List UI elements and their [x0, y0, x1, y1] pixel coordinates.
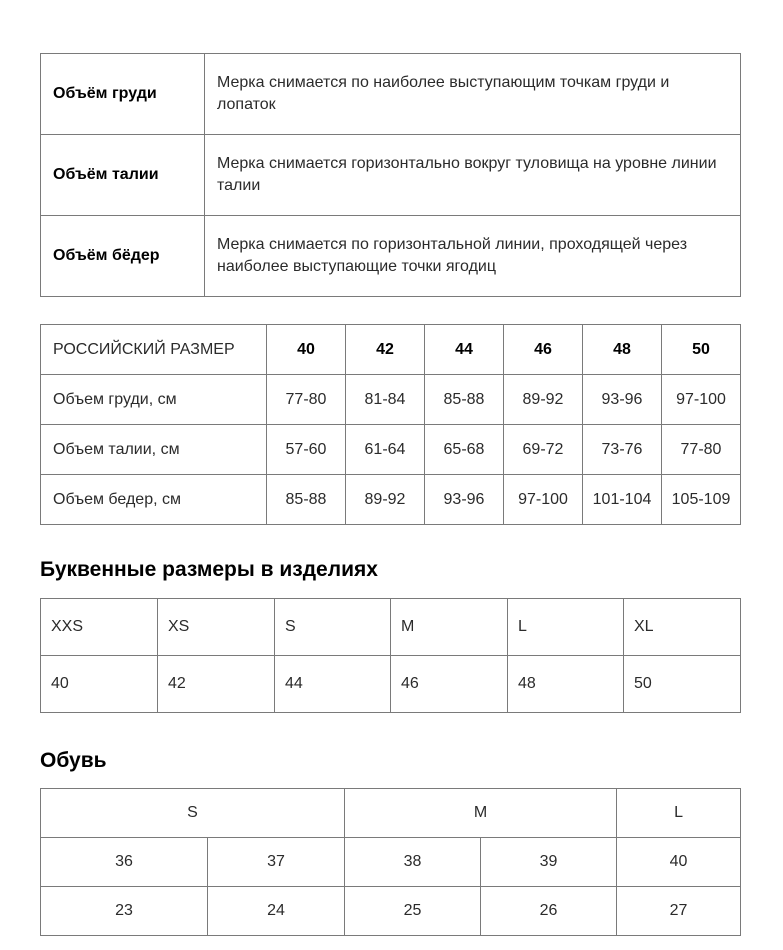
shoe-eu-size: 36	[41, 838, 208, 887]
row-label-waist: Объем талии, см	[41, 425, 267, 475]
shoes-heading: Обувь	[40, 749, 107, 772]
table-cell: 61-64	[346, 425, 425, 475]
measure-desc-waist: Мерка снимается горизонтально вокруг туловища на уровне линии талии	[205, 135, 741, 216]
letter-sizes-heading: Буквенные размеры в изделиях	[40, 558, 378, 581]
numeric-size: 40	[41, 656, 158, 713]
table-cell: 93-96	[425, 475, 504, 525]
size-header: 46	[504, 325, 583, 375]
measurement-definitions-table	[40, 53, 741, 297]
table-row	[41, 54, 741, 135]
letter-size: XS	[158, 599, 275, 656]
size-header: 42	[346, 325, 425, 375]
size-header: 48	[583, 325, 662, 375]
table-cell: 57-60	[267, 425, 346, 475]
russian-size-header-label: РОССИЙСКИЙ РАЗМЕР	[41, 325, 267, 375]
numeric-size: 48	[508, 656, 624, 713]
table-row	[41, 475, 741, 525]
shoe-group-s: S	[41, 789, 345, 838]
shoe-group-m: M	[345, 789, 617, 838]
shoe-eu-size: 37	[208, 838, 345, 887]
table-cell: 69-72	[504, 425, 583, 475]
letter-size: XL	[624, 599, 741, 656]
shoe-cm-size: 24	[208, 887, 345, 936]
measure-label-chest: Объём груди	[41, 54, 205, 135]
table-cell: 81-84	[346, 375, 425, 425]
table-header-row	[41, 599, 741, 656]
table-header-row	[41, 325, 741, 375]
letter-size: S	[275, 599, 391, 656]
letter-size: XXS	[41, 599, 158, 656]
shoe-size-table	[40, 788, 741, 936]
shoe-cm-size: 25	[345, 887, 481, 936]
numeric-size: 44	[275, 656, 391, 713]
size-header: 50	[662, 325, 741, 375]
table-cell: 85-88	[425, 375, 504, 425]
measure-desc-chest: Мерка снимается по наиболее выступающим точкам груди и лопаток	[205, 54, 741, 135]
table-cell: 73-76	[583, 425, 662, 475]
table-cell: 93-96	[583, 375, 662, 425]
shoe-cm-size: 26	[481, 887, 617, 936]
numeric-size: 42	[158, 656, 275, 713]
numeric-size: 46	[391, 656, 508, 713]
size-header: 44	[425, 325, 504, 375]
numeric-size: 50	[624, 656, 741, 713]
table-row	[41, 425, 741, 475]
table-row	[41, 656, 741, 713]
table-cell: 105-109	[662, 475, 741, 525]
letter-sizes-table	[40, 598, 741, 713]
shoe-cm-size: 23	[41, 887, 208, 936]
russian-size-table	[40, 324, 741, 525]
shoe-eu-size: 39	[481, 838, 617, 887]
table-cell: 97-100	[662, 375, 741, 425]
table-row	[41, 838, 741, 887]
letter-size: L	[508, 599, 624, 656]
shoe-eu-size: 38	[345, 838, 481, 887]
row-label-chest: Объем груди, см	[41, 375, 267, 425]
table-cell: 77-80	[267, 375, 346, 425]
table-row	[41, 135, 741, 216]
table-cell: 65-68	[425, 425, 504, 475]
shoe-cm-size: 27	[617, 887, 741, 936]
page-content	[40, 53, 740, 936]
letter-size: M	[391, 599, 508, 656]
table-header-row	[41, 789, 741, 838]
row-label-hips: Объем бедер, см	[41, 475, 267, 525]
table-row	[41, 375, 741, 425]
table-cell: 97-100	[504, 475, 583, 525]
table-cell: 101-104	[583, 475, 662, 525]
table-row	[41, 216, 741, 297]
size-header: 40	[267, 325, 346, 375]
shoe-group-l: L	[617, 789, 741, 838]
measure-label-hips: Объём бёдер	[41, 216, 205, 297]
table-cell: 77-80	[662, 425, 741, 475]
table-cell: 85-88	[267, 475, 346, 525]
table-row	[41, 887, 741, 936]
table-cell: 89-92	[504, 375, 583, 425]
table-cell: 89-92	[346, 475, 425, 525]
measure-label-waist: Объём талии	[41, 135, 205, 216]
measure-desc-hips: Мерка снимается по горизонтальной линии, проходящей через наиболее выступающие точки ягодиц	[205, 216, 741, 297]
shoe-eu-size: 40	[617, 838, 741, 887]
